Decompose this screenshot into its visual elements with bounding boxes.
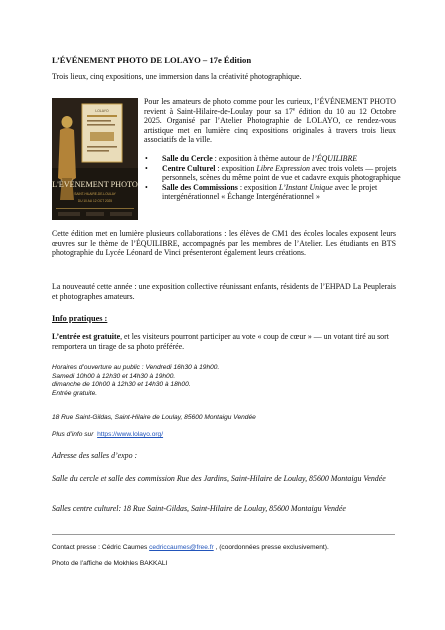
hours-line: Entrée gratuite.	[52, 389, 98, 397]
press-email-link[interactable]: cedriccaumes@free.fr	[149, 544, 214, 551]
poster-subline: SAINT-HILAIRE-DE-LOULAY	[74, 192, 116, 196]
venue-item: • Salle des Commissions : exposition L’Instant Unique avec le projet intergénérationnel « Échange Intergénérationnel »	[162, 183, 418, 202]
poster-headline: L'ÉVÉNEMENT PHOTO	[52, 180, 138, 189]
venues-address-1: Salle du cercle et salle des commission Rue des Jardins, Saint-Hilaire de Loulay, 85600 Montaigu Vendée	[52, 474, 386, 483]
entry-paragraph: L’entrée est gratuite, et les visiteurs pourront participer au vote « coup de cœur » — un votant tiré au sort remportera un tirage de sa photo préférée.	[52, 332, 389, 351]
address-line: 18 Rue Saint-Gildas, Saint-Hilaire de Loulay, 85600 Montaigu Vendée	[52, 414, 256, 421]
novelty-paragraph: La nouveauté cette année : une exposition collective réunissant enfants, résidents de l’EHPAD La Peuplerais et photographes amateurs.	[52, 282, 396, 301]
venue-item: • Salle du Cercle : exposition à thème autour de l’ÉQUILIBRE	[162, 154, 418, 164]
venues-address-heading: Adresse des salles d’expo :	[52, 451, 138, 460]
venue-item: • Centre Culturel : exposition Libre Expression avec trois volets — projets personnels, scènes du même point de vue et cadavre exquis photographique	[162, 164, 418, 183]
hours-line: dimanche de 10h00 à 12h30 et 14h30 à 18h00.	[52, 381, 191, 388]
venue-list	[140, 154, 418, 202]
event-poster	[52, 98, 138, 220]
footer-divider	[52, 534, 395, 535]
poster-credit: Photo de l’affiche de Mokhles BAKKALI	[52, 560, 168, 567]
venues-address-2: Salles centre culturel: 18 Rue Saint-Gildas, Saint-Hilaire de Loulay, 85600 Montaigu Vendée	[52, 504, 346, 513]
intro-text: Trois lieux, cinq expositions, une immersion dans la créativité photographique.	[52, 72, 302, 81]
hours-line: Horaires d’ouverture au public : Vendredi 16h30 à 19h00.	[52, 364, 220, 371]
opening-hours	[52, 364, 219, 398]
poster-top-text: LOLAYO	[95, 109, 109, 113]
poster-dates: DU 10 AU 12 OCT 2025	[77, 199, 113, 203]
description-paragraph: Pour les amateurs de photo comme pour les curieux, l’ÉVÉNEMENT PHOTO revient à Saint-Hilaire-de-Loulay pour sa 17e édition du 10 au 12 Octobre 2025. Organisé par l’Atelier Photographie de LOLAYO, ce rendez-vous artistique met en lumière cinq expositions originales à travers trois lieux associatifs de la ville.	[144, 97, 396, 145]
more-info-line: Plus d’info sur https://www.lolayo.org/	[52, 431, 164, 438]
press-contact: Contact presse : Cédric Caumes cedriccaumes@free.fr , (coordonnées presse exclusivement).	[52, 544, 329, 551]
info-heading: Info pratiques :	[52, 314, 108, 323]
collaborations-paragraph: Cette édition met en lumière plusieurs collaborations : les élèves de CM1 des écoles locales exposent leurs œuvres sur le thème de l’ÉQUILIBRE, accompagnés par les membres de l’Atelier. Les étudiants en BTS photographie du Lycée Léonard de Vinci présenteront également leurs créations.	[52, 229, 396, 258]
website-link[interactable]: https://www.lolayo.org/	[97, 431, 164, 438]
hours-line: Samedi 10h00 à 12h30 et 14h30 à 19h00.	[52, 372, 176, 380]
page-title: L’ÉVÉNEMENT PHOTO DE LOLAYO – 17e Édition	[52, 55, 252, 65]
